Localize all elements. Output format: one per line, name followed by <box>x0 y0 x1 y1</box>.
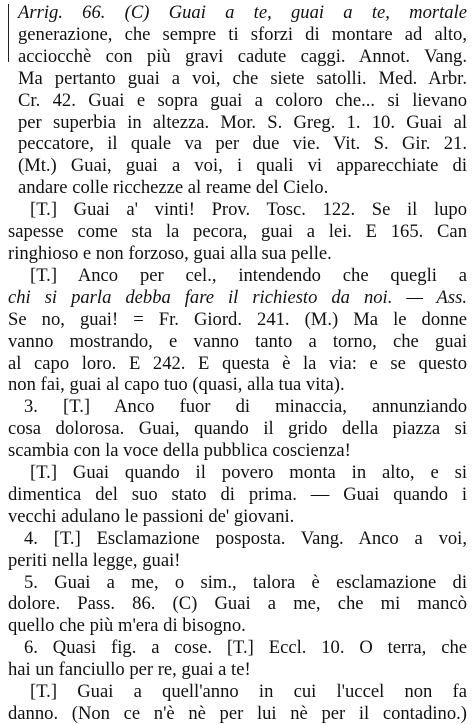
text-line: [T.] Guai a quell'anno in cui l'uccel non fa <box>30 681 467 703</box>
text-line: danno. (Non ce n'è nè per lui nè per il contadino.) <box>8 703 467 724</box>
text-line: [T.] Guai quando il povero monta in alto, e si <box>30 462 467 484</box>
text-line: quello che più m'era di bisogno. <box>8 615 246 637</box>
text-line: [T.] Anco per cel., intendendo che quegli a <box>30 264 467 286</box>
text-line: Se no, guai! = Fr. Giord. 241. (M.) Ma le donne <box>8 308 467 330</box>
text-line: ringhioso e non forzoso, guai alla sua pelle. <box>8 242 332 264</box>
text-line: cosa dolorosa. Guai, quando il grido della piazza si <box>8 418 467 440</box>
text-line: non fai, guai al capo tuo (quasi, alla tua vita). <box>8 374 345 396</box>
text-line: Ma pertanto guai a voi, che siete satolli. Med. Arbr. <box>18 67 467 89</box>
text-line: 6. Quasi fig. a cose. [T.] Eccl. 10. O terra, che <box>24 637 467 659</box>
text-line: 4. [T.] Esclamazione posposta. Vang. Anco a voi, <box>24 527 467 549</box>
text-line: vanno mostrando, e vanno tanto a torno, che guai <box>8 330 467 352</box>
text-line: andare colle ricchezze al reame del Cielo. <box>18 177 329 199</box>
text-line: sapesse come sta la pecora, guai a lei. E 165. Can <box>8 221 467 243</box>
text-line: dolore. Pass. 86. (C) Guai a me, che mi mancò <box>8 593 467 615</box>
text-line: 3. [T.] Anco fuor di minaccia, annunziando <box>24 396 467 418</box>
text-line: Arrig. 66. (C) Guai a te, guai a te, mortale <box>18 2 467 23</box>
entry-text <box>8 2 467 725</box>
text-line: 5. Guai a me, o sim., talora è esclamazione di <box>24 571 467 593</box>
text-line: acciocchè con più gravi cadute caggi. Annot. Vang. <box>18 45 467 67</box>
text-line: vecchi adulano le passioni de' giovani. <box>8 505 295 527</box>
text-line: peccatore, il quale va per due vie. Vit. S. Gir. 21. <box>18 133 467 155</box>
text-line: [T.] Guai a' vinti! Prov. Tosc. 122. Se il lupo <box>30 199 467 221</box>
text-line: Cr. 42. Guai e sopra guai a coloro che... si lievano <box>18 89 467 111</box>
text-line: per superbia in altezza. Mor. S. Greg. 1. 10. Guai al <box>18 111 467 133</box>
text-line: scambia con la voce della pubblica coscienza! <box>8 440 351 462</box>
text-line: dimentica del suo stato di prima. — Guai quando i <box>8 483 467 505</box>
text-line: al capo loro. E 242. E questa è la via: e se questo <box>8 352 467 374</box>
margin-rule <box>8 4 9 62</box>
text-line: generazione, che sempre ti sforzi di montare ad alto, <box>18 23 467 45</box>
text-line: hai un fanciullo per re, guai a te! <box>8 659 251 681</box>
text-line: (Mt.) Guai, guai a voi, i quali vi apparecchiate di <box>18 155 467 177</box>
text-line: periti nella legge, guai! <box>8 549 181 571</box>
text-line: chi si parla debba fare il richiesto da noi. — Ass. <box>8 286 467 308</box>
